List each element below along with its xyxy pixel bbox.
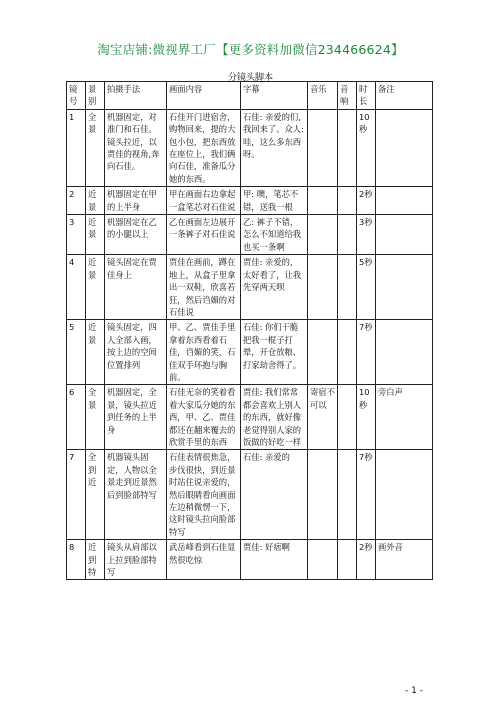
cell-camera-method: 镜头固定，四人全部入画，按上边的空间位置排列 [105, 320, 167, 385]
cell-frame-content: 甲在画面右边拿起一盒笔芯对石佳说 [167, 187, 241, 215]
cell-camera-method: 机器固定在乙的小腿以上 [105, 215, 167, 255]
cell-shot-size: 近到特 [86, 540, 105, 580]
cell-sound [338, 450, 357, 540]
cell-shot-number: 3 [67, 215, 86, 255]
cell-duration: 3秒 [357, 215, 376, 255]
cell-shot-number: 7 [67, 450, 86, 540]
cell-duration: 2秒 [357, 187, 376, 215]
cell-music [308, 540, 338, 580]
page-number: - 1 - [405, 686, 423, 696]
cell-music [308, 187, 338, 215]
cell-sound [338, 109, 357, 186]
header-shot-number: 镜号 [67, 82, 86, 110]
cell-caption: 石佳: 亲爱的 [241, 450, 308, 540]
cell-shot-size: 全到近 [86, 450, 105, 540]
cell-sound [338, 385, 357, 450]
cell-camera-method: 机器固定，全景，镜头拉近到任务的上半身 [105, 385, 167, 450]
cell-shot-size: 全景 [86, 385, 105, 450]
header-music: 音乐 [308, 82, 338, 110]
cell-notes [376, 215, 433, 255]
cell-notes [376, 109, 433, 186]
table-row [67, 187, 433, 215]
page-title: 分镜头脚本 [227, 73, 273, 83]
cell-sound [338, 320, 357, 385]
cell-sound [338, 215, 357, 255]
cell-frame-content: 贾佳在画前，蹲在地上，从盒子里拿出一双鞋，欣喜若狂，然后诌媚的对石佳说 [167, 255, 241, 320]
cell-shot-size: 近景 [86, 215, 105, 255]
cell-caption: 贾佳: 好痞啊 [241, 540, 308, 580]
cell-shot-number: 1 [67, 109, 86, 186]
cell-frame-content: 乙在画面左边展开一条裤子对石佳说 [167, 215, 241, 255]
cell-music [308, 450, 338, 540]
table-row [67, 540, 433, 580]
cell-frame-content: 石佳无奈的笑着看着大家瓜分她的东西，甲、乙、贾佳都还在翻来覆去的欣赏手里的东西 [167, 385, 241, 450]
cell-sound [338, 255, 357, 320]
table-row [67, 109, 433, 186]
cell-duration: 7秒 [357, 320, 376, 385]
cell-caption: 甲: 噢，笔芯不错，送我一根 [241, 187, 308, 215]
cell-notes [376, 450, 433, 540]
header-frame-content: 画面内容 [167, 82, 241, 110]
header-notes: 备注 [376, 82, 433, 110]
cell-camera-method: 镜头从肩部以上拉到脸部特写 [105, 540, 167, 580]
cell-shot-number: 4 [67, 255, 86, 320]
cell-camera-method: 机器固定在甲的上半身 [105, 187, 167, 215]
cell-frame-content: 石佳表情很焦急，步伐很快，到近景时站住说亲爱的，然后眼睛看向画面左边稍微愣一下，这时镜头拉向脸部特写 [167, 450, 241, 540]
cell-music [308, 215, 338, 255]
table-row [67, 320, 433, 385]
cell-notes: 旁白声 [376, 385, 433, 450]
cell-shot-size: 近景 [86, 320, 105, 385]
cell-music [308, 320, 338, 385]
cell-shot-number: 5 [67, 320, 86, 385]
cell-camera-method: 镜头固定在贾佳身上 [105, 255, 167, 320]
cell-caption: 贾佳: 我们常常都会喜欢上别人的东西，就好像老觉得别人家的饭做的好吃一样 [241, 385, 308, 450]
cell-shot-size: 近景 [86, 255, 105, 320]
cell-music: 寄宿不可以 [308, 385, 338, 450]
header-caption: 字幕 [241, 82, 308, 110]
header-sound: 音响 [338, 82, 357, 110]
table-header-row [67, 82, 433, 110]
cell-shot-size: 全景 [86, 109, 105, 186]
cell-sound [338, 540, 357, 580]
cell-shot-number: 6 [67, 385, 86, 450]
cell-caption: 石佳: 亲爱的们,我回来了。众人: 哇，这么多东西呀。 [241, 109, 308, 186]
cell-frame-content: 武岳峰看到石佳显然很吃惊 [167, 540, 241, 580]
cell-sound [338, 187, 357, 215]
cell-shot-size: 近景 [86, 187, 105, 215]
cell-frame-content: 石佳开门进宿舍，购物回来，提的大包小包，把东西放在座位上，我们俩向石佳，准备瓜分她的东西。 [167, 109, 241, 186]
cell-duration: 10秒 [357, 109, 376, 186]
cell-frame-content: 甲、乙、贾佳手里拿着东西看着石佳，诌媚的笑，石佳双手环抱与胸前。 [167, 320, 241, 385]
cell-duration: 10秒 [357, 385, 376, 450]
cell-shot-number: 2 [67, 187, 86, 215]
cell-music [308, 255, 338, 320]
cell-caption: 贾佳: 亲爱的，太好看了，让我先穿两天呗 [241, 255, 308, 320]
cell-caption: 乙: 裤子不错，怎么不知道给我也买一条啊 [241, 215, 308, 255]
cell-duration: 5秒 [357, 255, 376, 320]
cell-notes [376, 187, 433, 215]
table-row [67, 385, 433, 450]
cell-shot-number: 8 [67, 540, 86, 580]
cell-camera-method: 机器镜头固定，人物以全景走到近景然后到脸部特写 [105, 450, 167, 540]
header-duration: 时长 [357, 82, 376, 110]
table-row [67, 255, 433, 320]
cell-notes [376, 320, 433, 385]
header-shot-size: 景别 [86, 82, 105, 110]
header-camera-method: 拍摄手法 [105, 82, 167, 110]
cell-caption: 石佳: 你们干脆把我一棍子打晕，开仓放粮、打家劫舍得了。 [241, 320, 308, 385]
storyboard-table [66, 81, 433, 580]
table-row [67, 215, 433, 255]
cell-duration: 2秒 [357, 540, 376, 580]
cell-notes: 画外音 [376, 540, 433, 580]
cell-camera-method: 机器固定，对准门和石佳。镜头拉近，以贾佳的视角,奔向石佳。 [105, 109, 167, 186]
cell-duration: 7秒 [357, 450, 376, 540]
watermark-banner: 淘宝店铺:微视界工厂【更多资料加微信234466624】 [97, 42, 404, 57]
table-row [67, 450, 433, 540]
cell-music [308, 109, 338, 186]
cell-notes [376, 255, 433, 320]
